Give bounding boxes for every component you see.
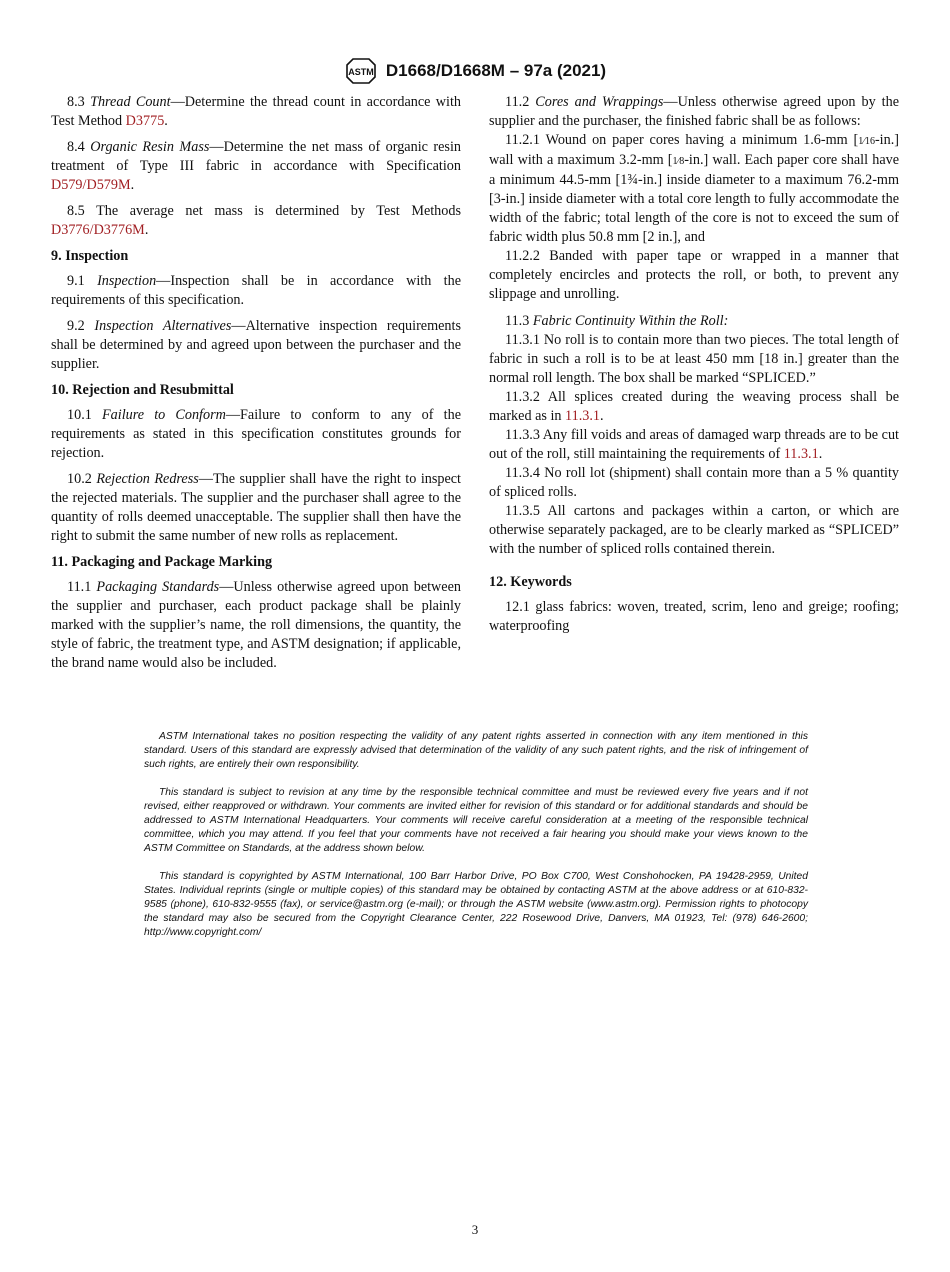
heading-packaging: 11. Packaging and Package Marking [51, 554, 273, 570]
revision-notice: This standard is subject to revision at any time by the responsible technical committee and must be reviewed every five years and if not revised, either reapproved or withdrawn. Your comments are invited either for revision of this standard or for additional standards and should be addressed to ASTM International Headquarters. Your comments will receive careful consideration at a meeting of the responsible technical committee, which you may attend. If you feel that your comments have not received a fair hearing you should make your views known to the ASTM Committee on Standards, at the address shown below. [144, 787, 808, 854]
copyright-notice: This standard is copyrighted by ASTM International, 100 Barr Harbor Drive, PO Box C700, West Conshohocken, PA 19428-2959, United States. Individual reprints (single or multiple copies) of this standard may be obtained by contacting ASTM at the above address or at 610-832-9585 (phone), 610-832-9555 (fax), or service@astm.org (e-mail); or through the ASTM website (www.astm.org). Permission rights to photocopy the standard may also be secured from the Copyright Clearance Center, 222 Rosewood Drive, Danvers, MA 01923, Tel: (978) 646-2600; http://www.copyright.com/ [144, 871, 808, 938]
paragraph-11-2-1: 11.2.1 Wound on paper cores having a minimum 1.6-mm [1⁄16-in.] wall with a maximum 3.2-mm [1⁄8-in.] wall. Each paper core shall have a minimum 44.5-mm [1¾-in.] inside diameter to a maximum 76.2-mm [3-in.] inside diameter with a total core length to fully accommodate the width of the fabric; total length of the core is not to exceed the sum of fabric width plus 50.8 mm [2 in.], and [489, 132, 900, 245]
paragraph-11-3: 11.3 Fabric Continuity Within the Roll: [505, 313, 729, 329]
paragraph-11-3-4: 11.3.4 No roll lot (shipment) shall contain more than a 5 % quantity of spliced rolls. [489, 465, 899, 500]
paragraph-11-3-2: 11.3.2 All splices created during the weaving process shall be marked as in 11.3.1. [489, 389, 899, 424]
paragraph-12-1: 12.1 glass fabrics: woven, treated, scrim, leno and greige; roofing; waterproofing [489, 599, 899, 634]
document-designation: D1668/D1668M – 97a (2021) [385, 61, 607, 80]
left-column [51, 93, 461, 680]
link-d3775[interactable]: D3775 [125, 113, 165, 129]
paragraph-11-1: 11.1 Packaging Standards—Unless otherwise agreed upon between the supplier and purchaser, each product package shall be plainly marked with the supplier’s name, the roll dimensions, the quantity, the style of fabric, the treatment type, and ASTM designation; if applicable, the brand name would also be included. [51, 579, 461, 671]
link-11-3-1[interactable]: 11.3.1 [565, 408, 600, 424]
copyright-notes [144, 730, 808, 954]
paragraph-9-2: 9.2 Inspection Alternatives—Alternative inspection requirements shall be determined by and agreed upon between the purchaser and the supplier. [51, 318, 461, 372]
heading-inspection: 9. Inspection [51, 248, 129, 264]
link-d3776[interactable]: D3776/D3776M [51, 222, 145, 238]
patent-notice: ASTM International takes no position respecting the validity of any patent rights asserted in connection with any item mentioned in this standard. Users of this standard are expressly advised that determination of the validity of any such patent rights, and the risk of infringement of such rights, are entirely their own responsibility. [144, 731, 808, 770]
heading-keywords: 12. Keywords [489, 574, 572, 590]
paragraph-11-3-5: 11.3.5 All cartons and packages within a carton, or which are otherwise separately packaged, are to be clearly marked as “SPLICED” with the number of spliced rolls contained therein. [489, 503, 899, 557]
link-11-3-1[interactable]: 11.3.1 [783, 446, 819, 462]
paragraph-11-3-3: 11.3.3 Any fill voids and areas of damaged warp threads are to be cut out of the roll, still maintaining the requirements of 11.3.1. [489, 427, 899, 462]
astm-logo-icon [344, 56, 378, 86]
paragraph-10-2: 10.2 Rejection Redress—The supplier shall have the right to inspect the rejected materials. The supplier and the purchaser shall agree to the quantity of rolls deemed unacceptable. The supplier shall then have the right to submit the same number of new rolls as replacement. [51, 471, 461, 544]
heading-rejection: 10. Rejection and Resubmittal [51, 382, 234, 398]
page-number: 3 [471, 1222, 479, 1237]
paragraph-11-2-2: 11.2.2 Banded with paper tape or wrapped in a manner that completely encircles and protects the roll, or both, to prevent any slippage and unrolling. [489, 248, 899, 302]
right-column [489, 93, 899, 643]
page-header [0, 56, 950, 86]
paragraph-8-3: 8.3 Thread Count—Determine the thread count in accordance with Test Method D3775. [51, 94, 462, 129]
paragraph-11-2: 11.2 Cores and Wrappings—Unless otherwise agreed upon by the supplier and the purchaser, the finished fabric shall be as follows: [489, 94, 899, 129]
paragraph-10-1: 10.1 Failure to Conform—Failure to conform to any of the requirements as stated in this specification constitutes grounds for rejection. [51, 407, 461, 461]
paragraph-8-5: 8.5 The average net mass is determined by Test Methods D3776/D3776M. [51, 203, 461, 238]
paragraph-9-1: 9.1 Inspection—Inspection shall be in accordance with the requirements of this specification. [51, 273, 461, 308]
paragraph-8-4: 8.4 Organic Resin Mass—Determine the net mass of organic resin treatment of Type III fabric in accordance with Specification D579/D579M. [51, 139, 461, 193]
svg-text:ASTM: ASTM [348, 67, 374, 77]
paragraph-11-3-1: 11.3.1 No roll is to contain more than two pieces. The total length of fabric in such a roll is to be at least 450 mm [18 in.] greater than the normal roll length. The box shall be marked “SPLICED.” [489, 332, 899, 386]
link-d579[interactable]: D579/D579M [51, 177, 131, 193]
